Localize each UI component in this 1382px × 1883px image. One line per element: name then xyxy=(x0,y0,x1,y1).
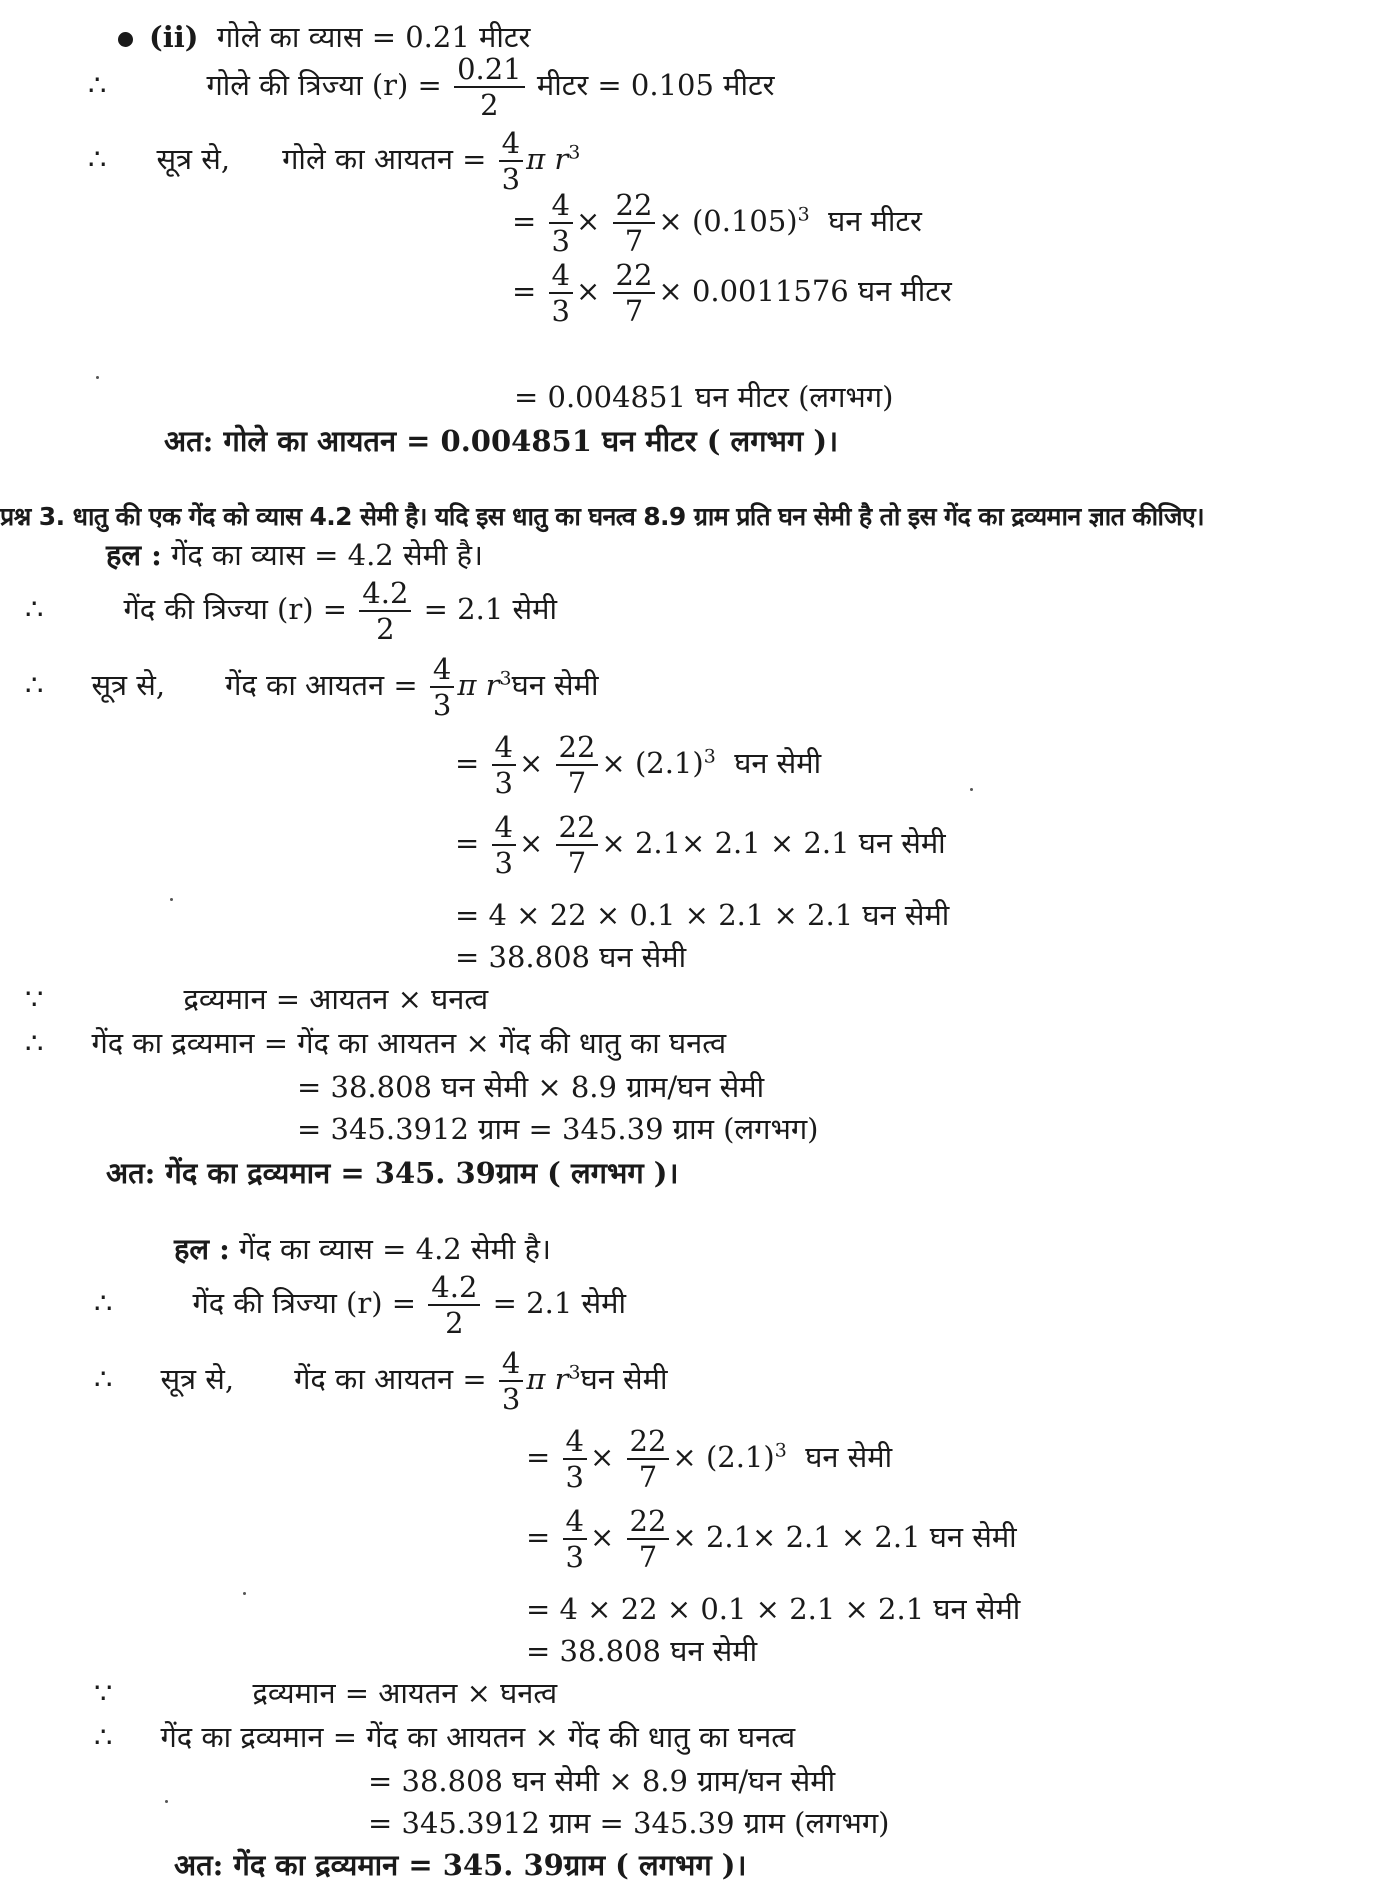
ball-mass-answer: अत: गेंद का द्रव्यमान = 345. 39ग्राम ( लगभग )। xyxy=(106,1156,679,1190)
part-ii-line xyxy=(118,20,530,54)
ball-volume-step-3-b: = 4 × 22 × 0.1 × 2.1 × 2.1 घन सेमी xyxy=(526,1592,1021,1626)
volume-lhs: गोले का आयतन = xyxy=(282,142,487,176)
volume-formula-line: ∴ सूत्र से, गोले का आयतन = $\frac{4}{3}$ π $r^3$ xyxy=(88,126,581,196)
mass-formula-line-2: ∵ द्रव्यमान = आयतन × घनत्व xyxy=(94,1676,558,1710)
scan-speck xyxy=(170,898,173,901)
therefore-symbol: ∴ xyxy=(88,142,107,176)
volume-step-3: = 0.004851 घन मीटर (लगभग) xyxy=(514,380,894,414)
ball-volume-step-2: = $\frac{4}{3}$ × $\frac{22}{7}$ × 2.1× 2.1 × 2.1 घन सेमी xyxy=(455,810,946,880)
scan-speck xyxy=(243,1592,246,1595)
ball-volume-step-4: = 38.808 घन सेमी xyxy=(455,940,687,974)
ball-radius-fraction: $\frac{4.2}{2}$ xyxy=(359,576,411,646)
therefore-symbol: ∴ xyxy=(88,68,107,102)
ball-volume-step-1-b: = $\frac{4}{3}$ × $\frac{22}{7}$ × $(2.1)^3$ घन सेमी xyxy=(526,1424,893,1494)
diameter-text: गोले का व्यास = 0.21 मीटर xyxy=(216,20,531,54)
scan-speck xyxy=(165,1800,168,1803)
scan-speck xyxy=(96,376,99,379)
ball-volume-formula-2: ∴ सूत्र से, गेंद का आयतन = $\frac{4}{3}$ π $r^3घन$ सेमी xyxy=(94,1346,668,1416)
ball-volume-formula: ∴ सूत्र से, गेंद का आयतन = $\frac{4}{3}$ π $r^3घन$ सेमी xyxy=(25,652,599,722)
sphere-answer: अत: गोले का आयतन = 0.004851 घन मीटर ( लगभग )। xyxy=(164,424,839,458)
ball-radius-line: ∴ गेंद की त्रिज्या (r) = $\frac{4.2}{2}$ = 2.1 सेमी xyxy=(25,576,557,646)
ball-volume-step-1: = $\frac{4}{3}$ × $\frac{22}{7}$ × $(2.1)^3$ घन सेमी xyxy=(455,730,822,800)
ball-mass-answer-2: अत: गेंद का द्रव्यमान = 345. 39ग्राम ( लगभग )। xyxy=(174,1848,747,1882)
radius-lhs: गोले की त्रिज्या (r) = xyxy=(206,68,442,102)
mass-formula-line: ∵ द्रव्यमान = आयतन × घनत्व xyxy=(25,982,489,1016)
part-label: (ii) xyxy=(149,20,199,54)
four-thirds-fraction: $\frac{4}{3}$ xyxy=(499,126,523,196)
radius-rhs: मीटर = 0.105 मीटर xyxy=(536,68,775,102)
volume-step-1: = $\frac{4}{3}$ × $\frac{22}{7}$ × $(0.105)^3$ घन मीटर xyxy=(512,188,922,258)
hal-diameter-line xyxy=(106,538,483,572)
volume-step-2: = $\frac{4}{3}$ × $\frac{22}{7}$ × 0.0011576 घन मीटर xyxy=(512,258,952,328)
ball-radius-line-2: ∴ गेंद की त्रिज्या (r) = $\frac{4.2}{2}$ = 2.1 सेमी xyxy=(94,1270,626,1340)
radius-line xyxy=(88,52,775,122)
hal-label: हल : xyxy=(106,538,162,572)
hal-diameter-line-2: हल : गेंद का व्यास = 4.2 सेमी है। xyxy=(174,1232,552,1266)
question-3: प्रश्न 3. धातु की एक गेंद को व्यास 4.2 सेमी है। यदि इस धातु का घनत्व 8.9 ग्राम प्रति घन सेमी है तो इस गेंद का द्रव्यमान ज्ञात कीजिए। xyxy=(0,502,1204,531)
radius-fraction: $\frac{0.21}{2}$ xyxy=(454,52,525,122)
ball-mass-step-1: = 38.808 घन सेमी × 8.9 ग्राम/घन सेमी xyxy=(297,1070,765,1104)
bullet-icon xyxy=(118,32,133,47)
pi-r: π r xyxy=(526,142,569,176)
scan-speck xyxy=(970,788,973,791)
ball-mass-step-2: = 345.3912 ग्राम = 345.39 ग्राम (लगभग) xyxy=(297,1112,819,1146)
ball-diameter: गेंद का व्यास = 4.2 सेमी है। xyxy=(171,538,484,572)
ball-mass-line: ∴ गेंद का द्रव्यमान = गेंद का आयतन × गेंद की धातु का घनत्व xyxy=(25,1026,727,1060)
ball-volume-step-2-b: = $\frac{4}{3}$ × $\frac{22}{7}$ × 2.1× 2.1 × 2.1 घन सेमी xyxy=(526,1504,1017,1574)
ball-volume-step-3: = 4 × 22 × 0.1 × 2.1 × 2.1 घन सेमी xyxy=(455,898,950,932)
ball-mass-step-1-b: = 38.808 घन सेमी × 8.9 ग्राम/घन सेमी xyxy=(368,1764,836,1798)
ball-mass-step-2-b: = 345.3912 ग्राम = 345.39 ग्राम (लगभग) xyxy=(368,1806,890,1840)
ball-mass-line-2: ∴ गेंद का द्रव्यमान = गेंद का आयतन × गेंद की धातु का घनत्व xyxy=(94,1720,796,1754)
formula-prefix: सूत्र से, xyxy=(156,142,231,176)
ball-volume-step-4-b: = 38.808 घन सेमी xyxy=(526,1634,758,1668)
